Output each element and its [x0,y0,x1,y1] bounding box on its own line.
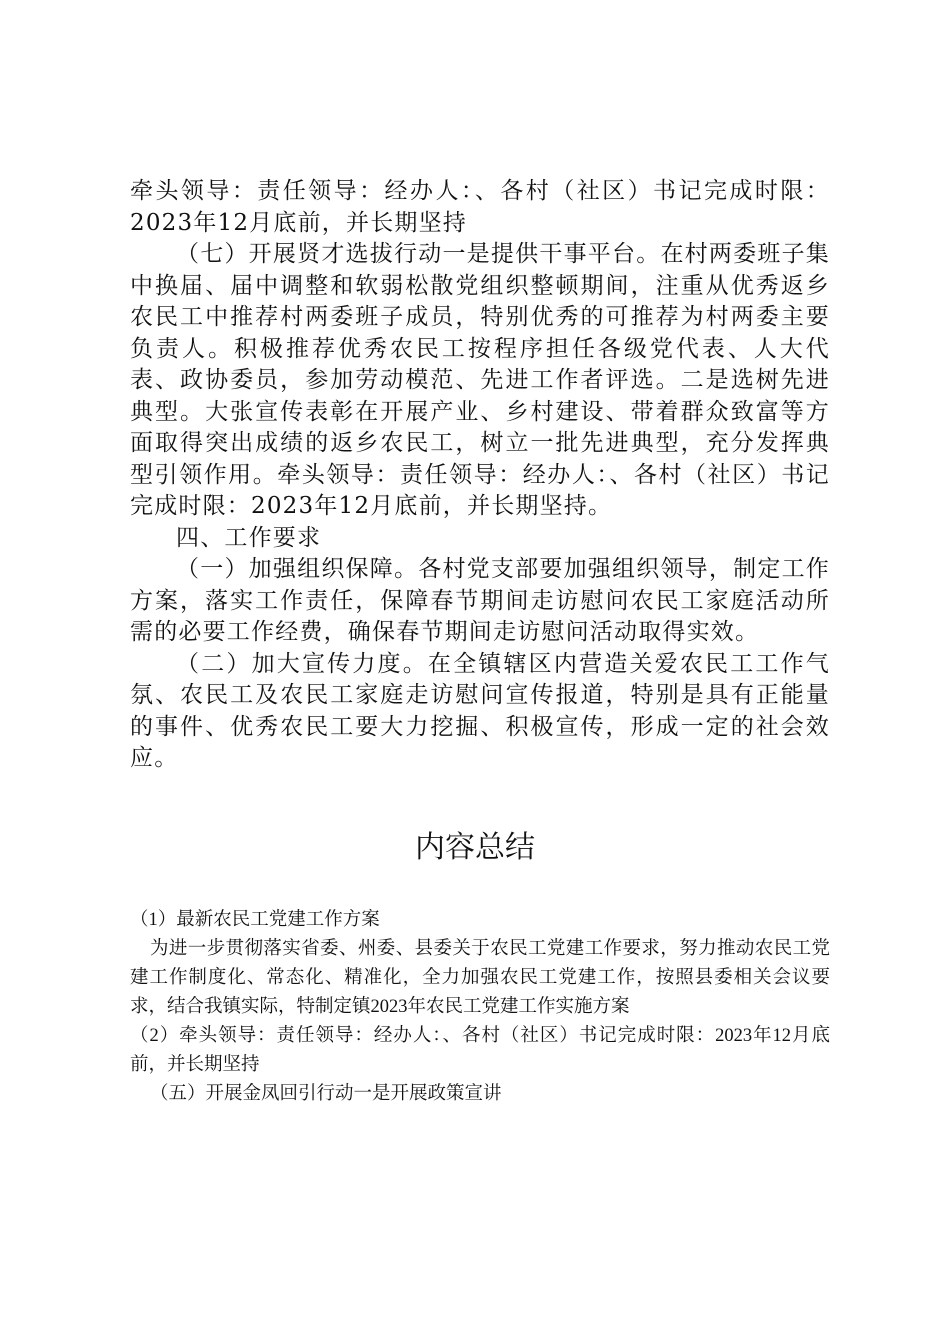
paragraph-talent-selection: （七）开展贤才选拔行动一是提供干事平台。在村两委班子集中换届、届中调整和软弱松散党组织整顿期间，注重从优秀返乡农民工中推荐村两委班子成员，特别优秀的可推荐为村两委主要负责人。积极推荐优秀农民工按程序担任各级党代表、人大代表、政协委员，参加劳动模范、先进工作者评选。二是选树先进典型。大张宣传表彰在开展产业、乡村建设、带着群众致富等方面取得突出成绩的返乡农民工，树立一批先进典型，充分发挥典型引领作用。牵头领导：责任领导：经办人：、各村（社区）书记完成时限：2023年12月底前，并长期坚持。 [130,241,830,519]
summary-item-1: （1）最新农民工党建工作方案 [130,910,380,930]
summary-item-2: （2）牵头领导：责任领导：经办人：、各村（社区）书记完成时限：2023年12月底前，并长期坚持 [130,1026,830,1075]
summary-text [130,906,830,1109]
summary-paragraph-five: （五）开展金凤回引行动一是开展政策宣讲 [150,1084,502,1104]
paragraph-deadline: 牵头领导：责任领导：经办人：、各村（社区）书记完成时限：2023年12月底前，并长期坚持 [130,178,830,236]
summary-paragraph-intro: 为进一步贯彻落实省委、州委、县委关于农民工党建工作要求，努力推动农民工党建工作制度化、常态化、精准化，全力加强农民工党建工作，按照县委相关会议要求，结合我镇实际，特制定镇2023年农民工党建工作实施方案 [130,939,830,1017]
body-text [130,176,830,775]
paragraph-organization-guarantee: （一）加强组织保障。各村党支部要加强组织领导，制定工作方案，落实工作责任，保障春节期间走访慰问农民工家庭活动所需的必要工作经费，确保春节期间走访慰问活动取得实效。 [130,556,830,645]
section-heading-work-requirements: 四、工作要求 [176,524,322,551]
paragraph-publicity: （二）加大宣传力度。在全镇辖区内营造关爱农民工工作气氛、农民工及农民工家庭走访慰问宣传报道，特别是具有正能量的事件、优秀农民工要大力挖掘、积极宣传，形成一定的社会效应。 [130,650,830,771]
summary-title: 内容总结 [415,831,535,864]
